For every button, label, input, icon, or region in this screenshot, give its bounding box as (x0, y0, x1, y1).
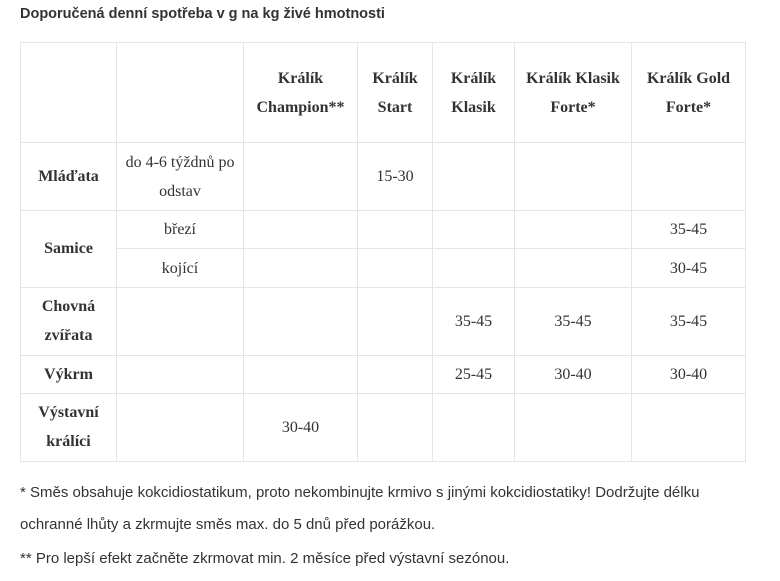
row-sublabel: březí (117, 211, 244, 249)
table-cell (433, 393, 515, 461)
table-header-row (21, 43, 746, 143)
table-cell (515, 211, 632, 249)
row-sublabel: kojící (117, 249, 244, 287)
footnote-vystavni-sezona: ** Pro lepší efekt začněte zkrmovat min. 2 měsíce před výstavní sezónou. (20, 550, 510, 567)
row-label-chovna-zvirata: Chovná zvířata (21, 287, 117, 355)
row-label-vykrm: Výkrm (21, 355, 117, 393)
header-empty-2 (117, 43, 244, 143)
page-title: Doporučená denní spotřeba v g na kg živé hmotnosti (20, 6, 385, 22)
table-cell: 35-45 (632, 287, 746, 355)
consumption-table (20, 42, 746, 462)
table-cell (358, 287, 433, 355)
table-cell (515, 143, 632, 211)
table-cell: 30-40 (632, 355, 746, 393)
row-sublabel (117, 287, 244, 355)
table-cell (358, 249, 433, 287)
table-row (21, 211, 746, 249)
table-cell (244, 143, 358, 211)
table-row (21, 287, 746, 355)
table-cell: 30-45 (632, 249, 746, 287)
table-cell (515, 249, 632, 287)
table-row (21, 249, 746, 287)
table-cell: 35-45 (433, 287, 515, 355)
table-cell (244, 287, 358, 355)
header-kralik-klasik-forte: Králík Klasik Forte* (515, 43, 632, 143)
table-cell: 30-40 (244, 393, 358, 461)
row-sublabel: do 4-6 týždnů po odstav (117, 143, 244, 211)
table-cell (244, 249, 358, 287)
row-label-vystavni-kralici: Výstavní králíci (21, 393, 117, 461)
table-row (21, 143, 746, 211)
table-cell (515, 393, 632, 461)
header-kralik-klasik: Králík Klasik (433, 43, 515, 143)
header-kralik-gold-forte: Králík Gold Forte* (632, 43, 746, 143)
table-cell (244, 355, 358, 393)
table-cell (433, 249, 515, 287)
table-cell (433, 143, 515, 211)
row-label-mladata: Mláďata (21, 143, 117, 211)
header-empty-1 (21, 43, 117, 143)
row-sublabel (117, 355, 244, 393)
table-cell (433, 211, 515, 249)
table-cell (632, 143, 746, 211)
table-cell (358, 211, 433, 249)
table-cell: 15-30 (358, 143, 433, 211)
table-cell (244, 211, 358, 249)
table-row (21, 393, 746, 461)
table-cell (632, 393, 746, 461)
table-cell: 35-45 (632, 211, 746, 249)
row-label-samice: Samice (21, 211, 117, 287)
table-cell (358, 393, 433, 461)
table-cell: 30-40 (515, 355, 632, 393)
table-cell: 35-45 (515, 287, 632, 355)
footnote-kokcidiostatikum: * Směs obsahuje kokcidiostatikum, proto nekombinujte krmivo s jinými kokcidiostatiky! Dodržujte délku ochranné lhůty a zkrmujte směs max. do 5 dnů před porážkou. (20, 484, 700, 533)
table-cell: 25-45 (433, 355, 515, 393)
table-cell (358, 355, 433, 393)
table-row (21, 355, 746, 393)
header-kralik-start: Králík Start (358, 43, 433, 143)
row-sublabel (117, 393, 244, 461)
header-kralik-champion: Králík Champion** (244, 43, 358, 143)
